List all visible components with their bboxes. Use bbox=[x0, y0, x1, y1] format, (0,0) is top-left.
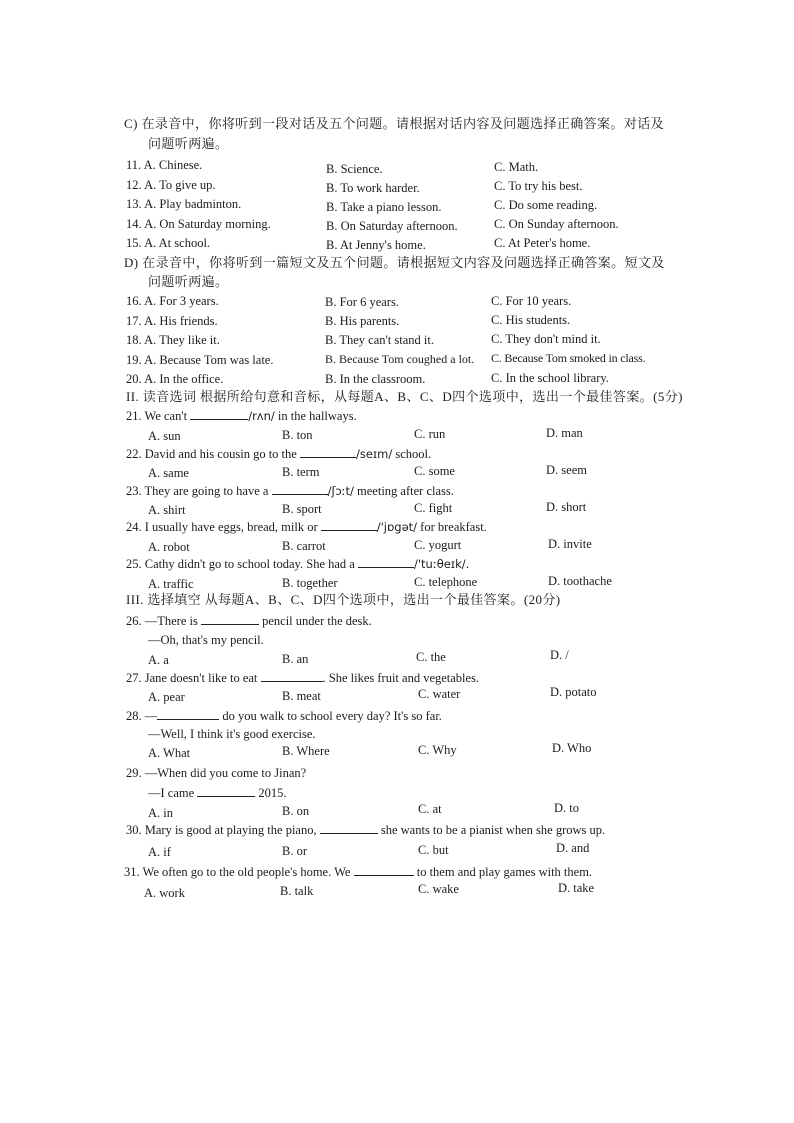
option-b: B. On Saturday afternoon. bbox=[326, 219, 458, 233]
option-c: C. wake bbox=[418, 882, 459, 896]
option-a: A. same bbox=[148, 466, 189, 480]
option-c: C. Because Tom smoked in class. bbox=[491, 351, 646, 365]
option-b: B. Science. bbox=[326, 162, 383, 176]
answer-blank bbox=[321, 519, 377, 531]
question-26-line2: —Oh, that's my pencil. bbox=[148, 633, 264, 647]
option-a: A. sun bbox=[148, 429, 181, 443]
option-d: D. / bbox=[550, 648, 569, 662]
option-b: B. Because Tom coughed a lot. bbox=[325, 352, 475, 366]
question-20: 20. A. In the office. bbox=[126, 372, 224, 386]
question-14: 14. A. On Saturday morning. bbox=[126, 217, 271, 231]
option-d: D. man bbox=[546, 426, 583, 440]
question-23: 23. They are going to have a /ʃɔːt/ meeting after class. bbox=[126, 484, 454, 498]
option-a: A. In the office. bbox=[144, 372, 224, 386]
option-c: C. but bbox=[418, 843, 449, 857]
option-d: D. seem bbox=[546, 463, 587, 477]
option-b: B. His parents. bbox=[325, 314, 400, 328]
option-c: C. yogurt bbox=[414, 538, 462, 552]
option-c: C. Math. bbox=[494, 160, 539, 174]
question-13: 13. A. Play badminton. bbox=[126, 197, 242, 211]
option-a: A. To give up. bbox=[144, 178, 216, 192]
option-b: B. Take a piano lesson. bbox=[326, 200, 442, 214]
answer-blank bbox=[201, 613, 259, 625]
option-b: B. Where bbox=[282, 744, 330, 758]
option-c: C. To try his best. bbox=[494, 179, 583, 193]
question-16: 16. A. For 3 years. bbox=[126, 294, 219, 308]
option-b: B. For 6 years. bbox=[325, 295, 399, 309]
option-c: C. fight bbox=[414, 501, 453, 515]
question-21: 21. We can't /rʌn/ in the hallways. bbox=[126, 409, 357, 423]
section-ii-header: II. 读音选词 根据所给句意和音标，从每题A、B、C、D四个选项中，选出一个最佳答案。(5分) bbox=[126, 389, 683, 404]
option-a: A. For 3 years. bbox=[144, 294, 219, 308]
option-c: C. They don't mind it. bbox=[491, 332, 601, 346]
section-iii-header: III. 选择填空 从每题A、B、C、D四个选项中，选出一个最佳答案。(20分) bbox=[126, 592, 561, 607]
option-d: D. and bbox=[556, 841, 590, 855]
option-b: B. or bbox=[282, 844, 307, 858]
question-24: 24. I usually have eggs, bread, milk or /'jɒgət/ for breakfast. bbox=[126, 520, 487, 534]
option-d: D. to bbox=[554, 801, 579, 815]
answer-blank bbox=[358, 556, 414, 568]
option-d: D. short bbox=[546, 500, 587, 514]
option-a: A. traffic bbox=[148, 577, 194, 591]
option-c: C. In the school library. bbox=[491, 371, 609, 385]
option-a: A. Chinese. bbox=[143, 158, 203, 172]
option-d: D. potato bbox=[550, 685, 597, 699]
option-c: C. His students. bbox=[491, 313, 571, 327]
question-12: 12. A. To give up. bbox=[126, 178, 216, 192]
question-29-line2: —I came 2015. bbox=[148, 786, 287, 800]
option-a: A. At school. bbox=[144, 236, 211, 250]
answer-blank bbox=[272, 483, 328, 495]
option-c: C. For 10 years. bbox=[491, 294, 572, 308]
option-a: A. Play badminton. bbox=[144, 197, 242, 211]
section-d-header-line2: 问题听两遍。 bbox=[148, 274, 229, 289]
option-a: A. Because Tom was late. bbox=[144, 353, 274, 367]
question-15: 15. A. At school. bbox=[126, 236, 211, 250]
option-c: C. telephone bbox=[414, 575, 478, 589]
answer-blank bbox=[261, 670, 323, 682]
option-b: B. sport bbox=[282, 502, 322, 516]
option-b: B. They can't stand it. bbox=[325, 333, 434, 347]
option-a: A. shirt bbox=[148, 503, 186, 517]
question-11: 11. A. Chinese. bbox=[126, 158, 203, 172]
option-b: B. In the classroom. bbox=[325, 372, 426, 386]
option-b: B. together bbox=[282, 576, 338, 590]
answer-blank bbox=[197, 785, 255, 797]
question-25: 25. Cathy didn't go to school today. She had a /'tuːθeɪk/. bbox=[126, 557, 470, 571]
option-a: A. They like it. bbox=[144, 333, 220, 347]
option-c: C. At Peter's home. bbox=[494, 236, 591, 250]
question-28-line2: —Well, I think it's good exercise. bbox=[148, 727, 316, 741]
option-c: C. run bbox=[414, 427, 446, 441]
option-a: A. What bbox=[148, 746, 191, 760]
option-d: D. Who bbox=[552, 741, 592, 755]
question-26: 26. —There is pencil under the desk. bbox=[126, 614, 372, 628]
option-b: B. To work harder. bbox=[326, 181, 420, 195]
section-c-header-line2: 问题听两遍。 bbox=[148, 136, 229, 151]
option-c: C. the bbox=[416, 650, 446, 664]
section-d-header-line1: D) 在录音中，你将听到一篇短文及五个问题。请根据短文内容及问题选择正确答案。短文及 bbox=[124, 255, 665, 270]
option-a: A. work bbox=[144, 886, 185, 900]
answer-blank bbox=[300, 446, 356, 458]
option-a: A. in bbox=[148, 806, 173, 820]
question-28: 28. — do you walk to school every day? It's so far. bbox=[126, 709, 442, 723]
option-d: D. invite bbox=[548, 537, 592, 551]
option-b: B. carrot bbox=[282, 539, 326, 553]
question-27: 27. Jane doesn't like to eat . She likes fruit and vegetables. bbox=[126, 671, 480, 685]
option-c: C. Why bbox=[418, 743, 457, 757]
option-d: D. take bbox=[558, 881, 595, 895]
option-a: A. if bbox=[148, 845, 171, 859]
option-b: B. term bbox=[282, 465, 320, 479]
option-c: C. Do some reading. bbox=[494, 198, 598, 212]
option-b: B. on bbox=[282, 804, 310, 818]
question-17: 17. A. His friends. bbox=[126, 314, 218, 328]
option-a: A. pear bbox=[148, 690, 185, 704]
option-b: B. an bbox=[282, 652, 309, 666]
question-31: 31. We often go to the old people's home. We to them and play games with them. bbox=[124, 865, 593, 879]
option-c: C. water bbox=[418, 687, 461, 701]
question-19: 19. A. Because Tom was late. bbox=[126, 353, 274, 367]
option-a: A. robot bbox=[148, 540, 190, 554]
option-a: A. a bbox=[148, 653, 169, 667]
question-18: 18. A. They like it. bbox=[126, 333, 220, 347]
option-c: C. at bbox=[418, 802, 442, 816]
option-b: B. At Jenny's home. bbox=[326, 238, 426, 252]
option-b: B. ton bbox=[282, 428, 313, 442]
answer-blank bbox=[354, 864, 414, 876]
option-a: A. His friends. bbox=[144, 314, 218, 328]
question-30: 30. Mary is good at playing the piano, she wants to be a pianist when she grows up. bbox=[126, 823, 606, 837]
answer-blank bbox=[320, 822, 378, 834]
option-c: C. some bbox=[414, 464, 455, 478]
option-d: D. toothache bbox=[548, 574, 612, 588]
option-c: C. On Sunday afternoon. bbox=[494, 217, 619, 231]
option-b: B. talk bbox=[280, 884, 314, 898]
section-c-header-line1: C) 在录音中，你将听到一段对话及五个问题。请根据对话内容及问题选择正确答案。对话及 bbox=[124, 116, 665, 131]
option-b: B. meat bbox=[282, 689, 321, 703]
answer-blank bbox=[157, 708, 219, 720]
question-22: 22. David and his cousin go to the /seɪm/ school. bbox=[126, 447, 432, 461]
question-29: 29. —When did you come to Jinan? bbox=[126, 766, 307, 780]
option-a: A. On Saturday morning. bbox=[144, 217, 271, 231]
answer-blank bbox=[190, 408, 248, 420]
